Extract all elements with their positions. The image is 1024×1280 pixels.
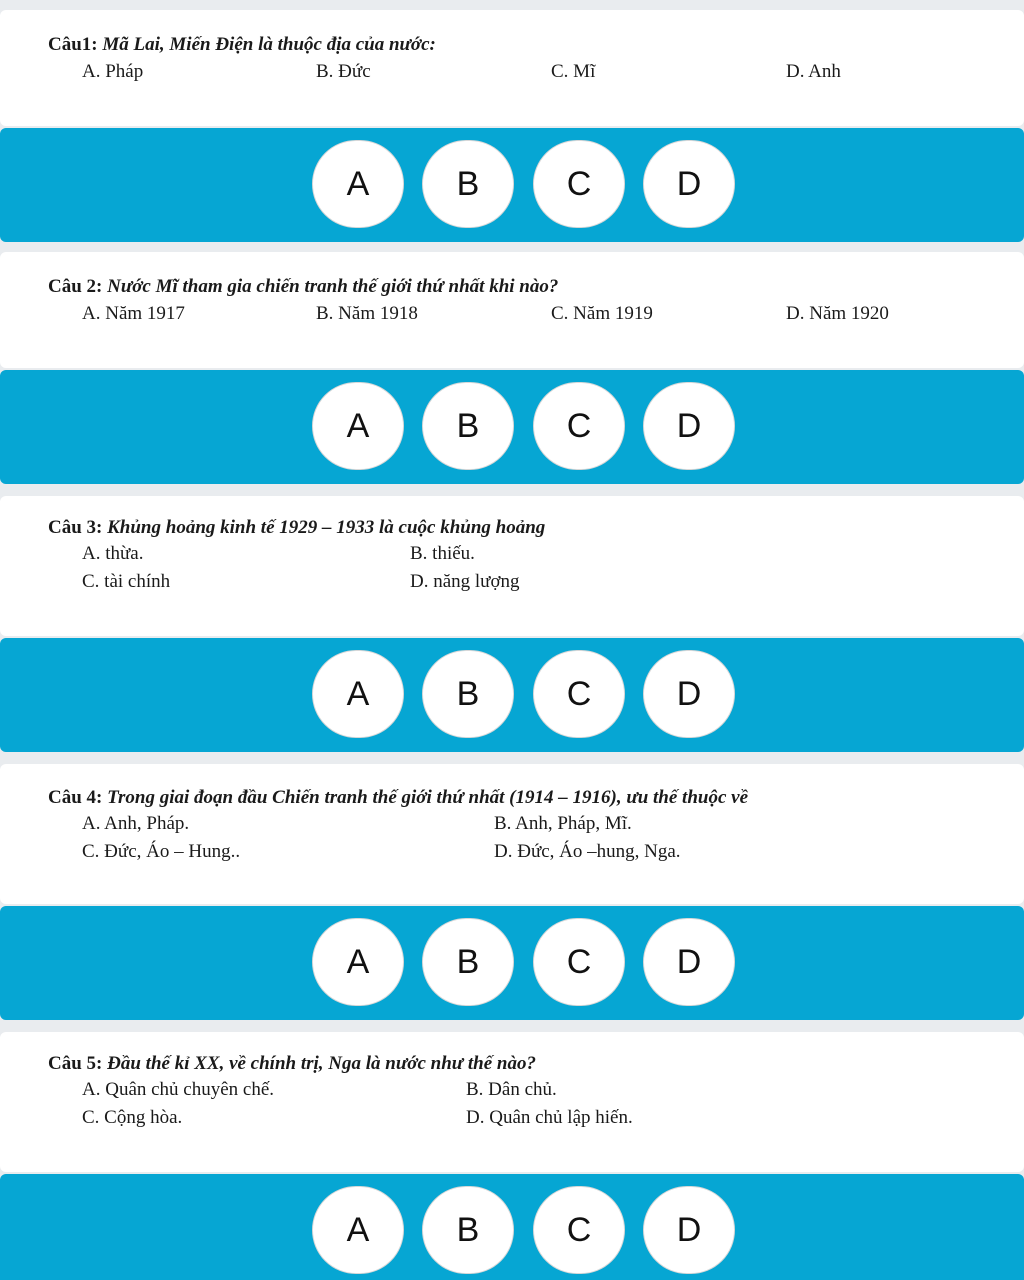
question-label: Câu 3: [48,517,103,538]
question-text: Nước Mĩ tham gia chiến tranh thế giới thứ nhất khi nào? [102,276,559,297]
answer-button-a[interactable]: A [312,918,404,1006]
options-row [48,540,1024,568]
option-b: B. Anh, Pháp, Mĩ. [494,813,632,834]
question-label: Câu 2: [48,276,103,297]
option-b: B. Năm 1918 [316,303,418,324]
answer-band-5 [0,1174,1024,1280]
answer-button-d[interactable]: D [643,918,735,1006]
option-d: D. Anh [786,61,841,82]
option-a: A. Năm 1917 [82,303,185,324]
answer-band-3 [0,638,1024,752]
answer-button-b[interactable]: B [422,650,514,738]
question-label: Câu 5: [48,1053,103,1074]
option-d: D. Quân chủ lập hiến. [466,1107,633,1128]
answer-button-d[interactable]: D [643,650,735,738]
question-card-2 [0,252,1024,368]
answer-button-d[interactable]: D [643,1186,735,1274]
options-row [48,1076,1024,1104]
option-c: C. Cộng hòa. [82,1107,183,1128]
answer-button-a[interactable]: A [312,140,404,228]
answer-button-b[interactable]: B [422,1186,514,1274]
option-b: B. Đức [316,61,371,82]
answer-button-a[interactable]: A [312,650,404,738]
answer-band-2 [0,370,1024,484]
answer-button-d[interactable]: D [643,382,735,470]
question-label: Câu 4: [48,787,103,808]
answer-band-1 [0,128,1024,242]
answer-button-b[interactable]: B [422,918,514,1006]
options-row [48,810,1024,838]
question-card-4 [0,764,1024,904]
question-title [48,786,1024,810]
question-title [48,516,1024,540]
question-title [48,33,1024,57]
answer-button-c[interactable]: C [533,1186,625,1274]
question-card-5 [0,1032,1024,1172]
question-card-3 [0,496,1024,636]
answer-button-a[interactable]: A [312,382,404,470]
answer-button-b[interactable]: B [422,140,514,228]
question-text: Mã Lai, Miến Điện là thuộc địa của nước: [97,34,436,55]
answer-button-c[interactable]: C [533,650,625,738]
options-row [48,1104,1024,1132]
option-b: B. thiếu. [410,543,475,564]
answer-button-d[interactable]: D [643,140,735,228]
option-d: D. năng lượng [410,571,520,592]
option-c: C. Năm 1919 [551,303,653,324]
option-c: C. Đức, Áo – Hung.. [82,841,241,862]
option-c: C. tài chính [82,571,171,592]
answer-button-c[interactable]: C [533,382,625,470]
question-title [48,275,1024,299]
option-c: C. Mĩ [551,61,596,82]
question-text: Trong giai đoạn đầu Chiến tranh thế giới thứ nhất (1914 – 1916), ưu thế thuộc về [102,787,749,808]
options-row [48,58,1024,86]
options-row [48,568,1024,596]
option-a: A. Pháp [82,61,144,82]
answer-button-c[interactable]: C [533,918,625,1006]
option-a: A. Quân chủ chuyên chế. [82,1079,275,1100]
option-a: A. Anh, Pháp. [82,813,190,834]
answer-button-a[interactable]: A [312,1186,404,1274]
answer-button-b[interactable]: B [422,382,514,470]
option-d: D. Năm 1920 [786,303,889,324]
options-row [48,300,1024,328]
option-a: A. thừa. [82,543,144,564]
question-card-1 [0,10,1024,126]
answer-band-4 [0,906,1024,1020]
options-row [48,838,1024,866]
question-text: Khủng hoảng kinh tế 1929 – 1933 là cuộc khủng hoảng [102,517,546,538]
question-label: Câu1: [48,34,98,55]
question-title [48,1052,1024,1076]
question-text: Đầu thế kỉ XX, về chính trị, Nga là nước như thế nào? [102,1053,536,1074]
answer-button-c[interactable]: C [533,140,625,228]
option-b: B. Dân chủ. [466,1079,557,1100]
option-d: D. Đức, Áo –hung, Nga. [494,841,681,862]
